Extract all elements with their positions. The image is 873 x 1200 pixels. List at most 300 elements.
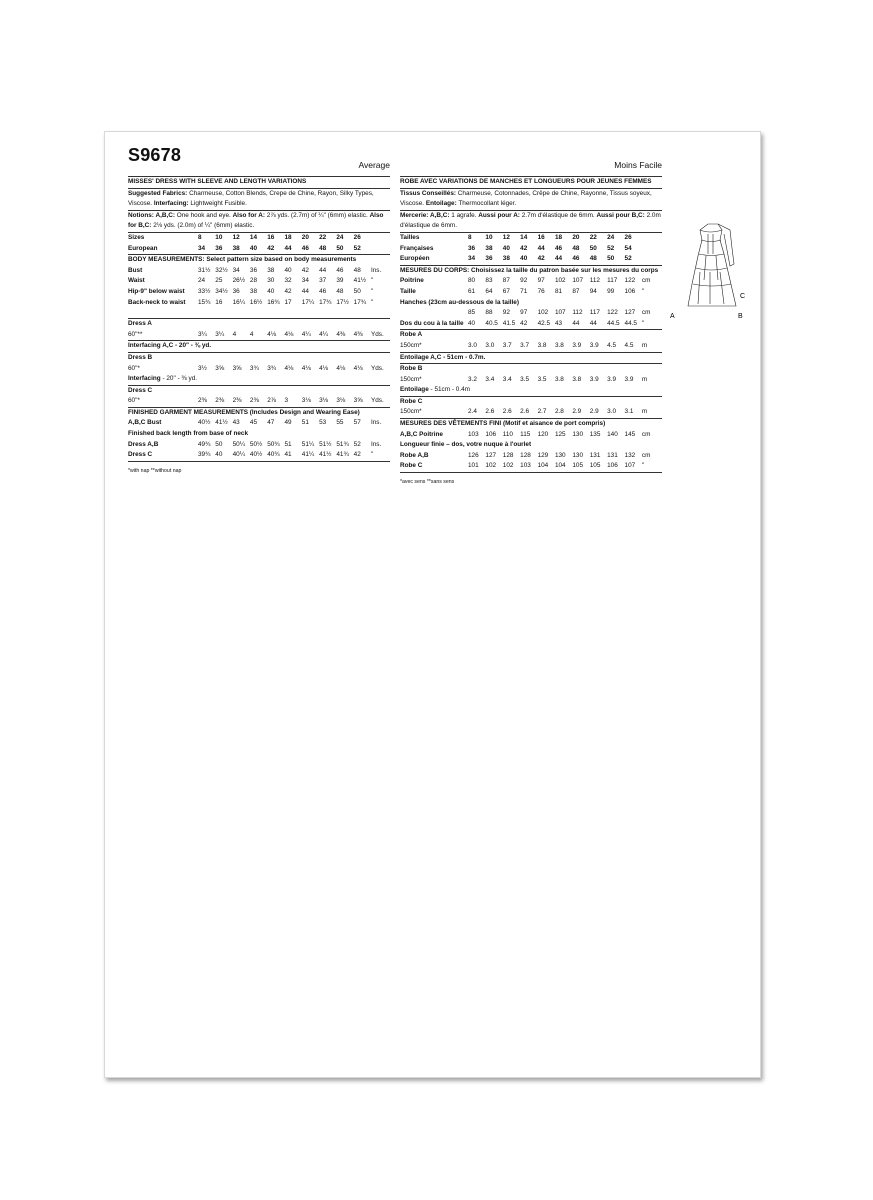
- cell-value: 3⅛: [301, 397, 311, 405]
- cell-value: 83: [485, 277, 493, 285]
- cell-value: 12: [232, 233, 240, 241]
- cell-value: 49: [284, 419, 292, 427]
- dos-row: [400, 319, 662, 330]
- cell-value: 2⅜: [198, 397, 207, 405]
- fabrics-label: Suggested Fabrics:: [128, 189, 188, 197]
- cell-value: 54: [624, 244, 632, 252]
- cell-value: 44: [554, 255, 563, 263]
- robe-b-row: [400, 375, 662, 386]
- unit: Ins.: [370, 440, 382, 448]
- row-label: A,B,C Bust: [128, 419, 162, 427]
- cell-value: 42: [267, 244, 275, 252]
- cell-value: 106: [607, 462, 618, 470]
- cell-value: 3⅝: [232, 364, 242, 372]
- cell-value: 36: [232, 287, 240, 295]
- cell-value: 94: [589, 287, 597, 295]
- cell-value: 36: [249, 266, 257, 274]
- body-title-fr: MESURES DU CORPS: Choisissez la taille du patron basée sur les mesures du corps: [400, 266, 659, 274]
- cell-value: 42: [284, 287, 292, 295]
- cell-value: 8: [198, 233, 202, 241]
- cell-value: 67: [502, 287, 510, 295]
- cell-value: 15¾: [198, 298, 211, 306]
- fabrics-label-fr: Tissus Conseillés:: [400, 189, 456, 197]
- cell-value: 3.9: [572, 341, 582, 349]
- cell-value: 4: [249, 330, 254, 338]
- cell-value: 4⅛: [284, 364, 294, 372]
- cell-value: 80: [468, 277, 476, 285]
- dress-c-label: Dress C: [128, 386, 153, 394]
- cell-value: 3.8: [537, 341, 547, 349]
- cell-value: 48: [353, 266, 361, 274]
- cell-value: 126: [468, 451, 479, 459]
- row-label: 60"*: [128, 364, 140, 372]
- cell-value: 48: [319, 244, 327, 252]
- cell-value: 51¼: [301, 440, 315, 448]
- taille-row: [400, 287, 662, 298]
- cell-value: 44: [589, 319, 597, 327]
- pattern-title: MISSES' DRESS WITH SLEEVE AND LENGTH VARIATIONS: [128, 176, 390, 189]
- cell-value: 17½: [336, 298, 349, 306]
- cell-value: 76: [537, 287, 545, 295]
- cell-value: 4⅛: [267, 330, 277, 338]
- cell-value: 17: [284, 298, 292, 306]
- cell-value: 52: [353, 440, 361, 448]
- cell-value: 2.6: [502, 408, 512, 416]
- cell-value: 10: [215, 233, 223, 241]
- row-label: 150cm*: [400, 408, 422, 416]
- cell-value: 34: [232, 266, 240, 274]
- robe-c-label: Robe C: [400, 397, 423, 405]
- cell-value: 3¾: [249, 364, 259, 372]
- cell-value: 106: [485, 430, 497, 438]
- cell-value: 41.5: [502, 319, 516, 327]
- waist-row: [128, 276, 390, 287]
- cell-value: 102: [485, 462, 497, 470]
- row-label: Hip-9" below waist: [128, 287, 185, 295]
- cell-value: 3.2: [468, 375, 477, 383]
- cell-value: 4⅜: [336, 330, 346, 338]
- cell-value: 3¼: [215, 330, 225, 338]
- cell-value: 4⅛: [353, 364, 363, 372]
- dress-c-yardage: [128, 386, 390, 408]
- cell-value: 3.5: [520, 375, 530, 383]
- cell-value: 39: [336, 277, 344, 285]
- cell-value: 16½: [249, 298, 263, 306]
- cell-value: 105: [589, 462, 601, 470]
- notions-also-bc-fr: Aussi pour B,C:: [596, 211, 645, 219]
- french-column: [400, 156, 662, 488]
- cell-value: 2⅜: [232, 397, 242, 405]
- cell-value: 12: [502, 233, 510, 241]
- cell-value: 3.9: [607, 375, 617, 383]
- cell-value: 44.5: [607, 319, 620, 327]
- row-label: Waist: [128, 277, 145, 285]
- cell-value: 51½: [319, 440, 332, 448]
- unit: Ins.: [370, 266, 382, 274]
- cell-value: 18: [554, 233, 563, 241]
- cell-value: 50: [607, 255, 615, 263]
- cell-value: 50: [215, 440, 223, 448]
- cell-value: 127: [485, 451, 497, 459]
- entoilage-b: [400, 385, 662, 396]
- cell-value: 102: [502, 462, 514, 470]
- cell-value: 3.0: [468, 341, 477, 349]
- cell-value: 36: [215, 244, 223, 252]
- cell-value: 33½: [198, 287, 211, 295]
- fabrics-text-fr: Charmeuse, Cotonnades, Crêpe de Chine, Rayonne, Tissus soyeux, Viscose.: [400, 189, 652, 208]
- cell-value: 104: [537, 462, 549, 470]
- cell-value: 3.5: [537, 375, 547, 383]
- cell-value: 120: [537, 430, 549, 438]
- row-label: Poitrine: [400, 277, 424, 285]
- unit: ": [641, 319, 645, 327]
- dress-a-row: [128, 330, 390, 341]
- dress-b-row: [128, 364, 390, 375]
- cell-value: 2.6: [485, 408, 495, 416]
- cell-value: 30: [267, 277, 275, 285]
- cell-value: 2.7: [537, 408, 547, 416]
- cell-value: 50: [336, 244, 344, 252]
- cell-value: 4⅛: [301, 364, 311, 372]
- cell-value: 26: [624, 233, 632, 241]
- cell-value: 17¾: [319, 298, 332, 306]
- cell-value: 85: [468, 309, 476, 317]
- unit: ": [370, 451, 374, 459]
- cell-value: 99: [607, 287, 615, 295]
- cell-value: 52: [353, 244, 361, 252]
- row-label: Dos du cou à la taille: [400, 319, 464, 327]
- cell-value: 39¾: [198, 451, 211, 459]
- cell-value: 36: [485, 255, 493, 263]
- cell-value: 37: [319, 277, 327, 285]
- hip-row: [128, 287, 390, 298]
- interfacing-ac-text: Interfacing A,C - 20" - ⅜ yd.: [128, 342, 212, 350]
- european-row: [128, 244, 390, 255]
- row-label: Sizes: [128, 233, 145, 241]
- interfacing-b-label: Interfacing: [128, 375, 161, 383]
- cell-value: 4⅛: [336, 364, 346, 372]
- cell-value: 140: [607, 430, 618, 438]
- finished-measurements-fr: [400, 419, 662, 473]
- cell-value: 14: [520, 233, 528, 241]
- pattern-title-fr: ROBE AVEC VARIATIONS DE MANCHES ET LONGUEURS POUR JEUNES FEMMES: [400, 176, 662, 189]
- dress-a-yardage: [128, 319, 390, 341]
- cell-value: 43: [232, 419, 240, 427]
- cell-value: 8: [468, 233, 472, 241]
- cell-value: 132: [624, 451, 636, 459]
- robe-a-yardage: [400, 330, 662, 352]
- cell-value: 24: [607, 233, 615, 241]
- cell-value: 3: [284, 397, 289, 405]
- cell-value: 42.5: [537, 319, 551, 327]
- row-label: 60"**: [128, 330, 143, 338]
- difficulty-level: Average: [358, 160, 390, 170]
- finished-bust-row: [128, 418, 390, 429]
- cell-value: 46: [301, 244, 309, 252]
- cell-value: 45: [249, 419, 257, 427]
- cell-value: 14: [249, 233, 257, 241]
- cell-value: 128: [520, 451, 531, 459]
- cell-value: 3½: [198, 364, 207, 372]
- fabrics-section-fr: [400, 189, 662, 211]
- cell-value: 4⅛: [319, 364, 328, 372]
- cell-value: 22: [589, 233, 597, 241]
- notions-text-bc: 2⅛ yds. (2.0m) of ¼" (6mm) elastic.: [153, 222, 255, 230]
- difficulty-level-fr: Moins Facile: [614, 160, 662, 170]
- cell-value: 16¼: [232, 298, 246, 306]
- pattern-code: S9678: [128, 145, 182, 165]
- cell-value: 40½: [198, 419, 211, 427]
- cell-value: 52: [624, 255, 632, 263]
- cell-value: 38: [485, 244, 493, 252]
- notions-also-bc: Also for B,C:: [128, 211, 384, 230]
- cell-value: 49¾: [198, 440, 211, 448]
- interfacing-text-fr: Thermocollant léger.: [458, 200, 517, 208]
- unit: Yds.: [370, 330, 384, 338]
- english-column: [128, 145, 390, 476]
- notions-text: One hook and eye.: [176, 211, 231, 219]
- cell-value: 40: [502, 244, 510, 252]
- cell-value: 41½: [353, 277, 367, 285]
- finished-poitrine-row: [400, 430, 662, 441]
- cell-value: 50: [353, 287, 361, 295]
- entoilage-b-label: Entoilage: [400, 386, 429, 394]
- cell-value: 38: [249, 287, 257, 295]
- sizes-table: [128, 233, 390, 255]
- row-label: 150cm*: [400, 375, 422, 383]
- unit: ": [370, 298, 374, 306]
- label-a: A: [670, 313, 675, 320]
- cell-value: 88: [485, 309, 493, 317]
- cell-value: 4¼: [301, 330, 311, 338]
- cell-value: 34: [301, 277, 309, 285]
- cell-value: 3.7: [520, 341, 530, 349]
- cell-value: 3.0: [485, 341, 495, 349]
- cell-value: 131: [589, 451, 601, 459]
- cell-value: 2⅜: [249, 397, 259, 405]
- fabrics-text: Charmeuse, Cotton Blends, Crepe de Chine, Rayon, Silky Types, Viscose.: [128, 189, 374, 208]
- cell-value: 40¾: [267, 451, 280, 459]
- unit: Ins.: [370, 419, 382, 427]
- unit: cm: [641, 277, 651, 285]
- cell-value: 26: [353, 233, 361, 241]
- cell-value: 51: [301, 419, 309, 427]
- cell-value: 40: [520, 255, 528, 263]
- cell-value: 50½: [249, 440, 263, 448]
- cell-value: 3.8: [572, 375, 582, 383]
- cell-value: 2.9: [572, 408, 582, 416]
- dress-b-yardage: [128, 353, 390, 386]
- cell-value: 42: [537, 255, 545, 263]
- cell-value: 46: [572, 255, 580, 263]
- cell-value: 103: [520, 462, 531, 470]
- cell-value: 122: [624, 277, 636, 285]
- cell-value: 46: [336, 266, 344, 274]
- entoilage-ac: [400, 353, 662, 365]
- cell-value: 3.8: [554, 341, 564, 349]
- cell-value: 50: [589, 244, 597, 252]
- unit: cm: [641, 430, 651, 438]
- cell-value: 48: [572, 244, 580, 252]
- cell-value: 110: [502, 430, 513, 438]
- notions-text-fr: 1 agrafe.: [451, 211, 477, 219]
- cell-value: 48: [336, 287, 344, 295]
- cell-value: 22: [319, 233, 327, 241]
- cell-value: 92: [502, 309, 510, 317]
- cell-value: 2.8: [554, 408, 564, 416]
- cell-value: 2⅜: [215, 397, 225, 405]
- cell-value: 4⅜: [353, 330, 363, 338]
- cell-value: 46: [319, 287, 327, 295]
- cell-value: 51: [284, 440, 292, 448]
- notions-text-bc-fr: 2.0m d'élastique de 6mm.: [400, 211, 661, 230]
- row-label: A,B,C Poitrine: [400, 430, 443, 438]
- dress-a-label: Dress A: [128, 320, 152, 328]
- robe-b-label: Robe B: [400, 365, 423, 373]
- cell-value: 57: [353, 419, 361, 427]
- poitrine-row: [400, 276, 662, 287]
- cell-value: 97: [520, 309, 528, 317]
- cell-value: 16: [215, 298, 223, 306]
- cell-value: 3¼: [198, 330, 207, 338]
- cell-value: 44: [572, 319, 580, 327]
- hanches-row: [400, 308, 662, 319]
- dress-sketch: [670, 220, 752, 320]
- cell-value: 71: [520, 287, 528, 295]
- cell-value: 16¾: [267, 298, 280, 306]
- cell-value: 97: [537, 277, 545, 285]
- cell-value: 34: [198, 244, 206, 252]
- notions-label-fr: Mercerie: A,B,C:: [400, 211, 450, 219]
- row-label: European: [128, 244, 158, 252]
- cell-value: 41½: [215, 419, 228, 427]
- cell-value: 4.5: [607, 341, 617, 349]
- cell-value: 17¾: [353, 298, 367, 306]
- cell-value: 102: [537, 309, 549, 317]
- unit: cm: [641, 309, 651, 317]
- cell-value: 4⅛: [284, 330, 294, 338]
- bust-row: [128, 266, 390, 277]
- cell-value: 44.5: [624, 319, 637, 327]
- notions-text-a-fr: 2.7m d'élastique de 6mm.: [521, 211, 595, 219]
- cell-value: 3.4: [485, 375, 495, 383]
- cell-value: 24: [336, 233, 344, 241]
- row-label: Bust: [128, 266, 143, 274]
- cell-value: 122: [607, 309, 618, 317]
- cell-value: 3⅝: [215, 364, 225, 372]
- cell-value: 3⅛: [336, 397, 346, 405]
- cell-value: 101: [468, 462, 479, 470]
- cell-value: 16: [537, 233, 545, 241]
- cell-value: 3.9: [624, 375, 634, 383]
- row-label: 60"*: [128, 397, 140, 405]
- cell-value: 4¼: [319, 330, 328, 338]
- row-label: Taille: [400, 287, 416, 295]
- cell-value: 145: [624, 430, 636, 438]
- finished-title: FINISHED GARMENT MEASUREMENTS (Includes Design and Wearing Ease): [128, 408, 360, 416]
- cell-value: 47: [267, 419, 275, 427]
- cell-value: 3.0: [607, 408, 617, 416]
- sizes-row: [128, 233, 390, 244]
- cell-value: 2⅞: [267, 397, 277, 405]
- cell-value: 38: [267, 266, 275, 274]
- interfacing-ac: [128, 341, 390, 353]
- row-label: [400, 308, 468, 319]
- interfacing-text: Lightweight Fusible.: [190, 200, 247, 208]
- label-b: B: [738, 313, 743, 320]
- cell-value: 3.9: [589, 375, 599, 383]
- cell-value: 102: [554, 277, 566, 285]
- cell-value: 42: [520, 319, 528, 327]
- unit: m: [641, 341, 648, 349]
- cell-value: 42: [520, 244, 528, 252]
- cell-value: 4: [232, 330, 237, 338]
- cell-value: 87: [572, 287, 580, 295]
- cell-value: 17¼: [301, 298, 315, 306]
- cell-value: 40: [468, 319, 476, 327]
- cell-value: 34: [468, 255, 476, 263]
- cell-value: 38: [232, 244, 240, 252]
- entoilage-ac-text: Entoilage A,C - 51cm - 0.7m.: [400, 353, 486, 361]
- cell-value: 40¼: [232, 451, 246, 459]
- cell-value: 46: [554, 244, 563, 252]
- cell-value: 3⅛: [319, 397, 328, 405]
- finished-length-label: Longueur finie – dos, votre nuque à l'ourlet: [400, 441, 532, 449]
- cell-value: 112: [589, 277, 600, 285]
- cell-value: 40: [215, 451, 223, 459]
- cell-value: 117: [589, 309, 600, 317]
- cell-value: 41: [284, 451, 292, 459]
- footnote: *with nap **without nap: [128, 467, 182, 474]
- row-label: 150cm*: [400, 341, 422, 349]
- robe-c-yardage: [400, 397, 662, 419]
- fabrics-section: [128, 189, 390, 211]
- cell-value: 3.1: [624, 408, 634, 416]
- notions-section-fr: [400, 211, 662, 233]
- notions-text-a: 2⅞ yds. (2.7m) of ¼" (6mm) elastic.: [266, 211, 368, 219]
- cell-value: 36: [468, 244, 476, 252]
- robe-ab-length-row: [400, 451, 662, 462]
- hanches-label: Hanches (23cm au-dessous de la taille): [400, 298, 519, 306]
- unit: Yds.: [370, 397, 384, 405]
- cell-value: 105: [572, 462, 584, 470]
- body-measurements: [128, 255, 390, 319]
- tailles-row: [400, 233, 662, 244]
- robe-a-label: Robe A: [400, 331, 423, 339]
- unit: ": [641, 462, 645, 470]
- row-label: Robe A,B: [400, 451, 429, 459]
- unit: m: [641, 408, 648, 416]
- unit: ": [370, 287, 374, 295]
- interfacing-label: Interfacing:: [153, 200, 189, 208]
- finished-title-fr: MESURES DES VÊTEMENTS FINI (Motif et aisance de port compris): [400, 420, 606, 428]
- cell-value: 2.4: [468, 408, 477, 416]
- cell-value: 112: [572, 309, 583, 317]
- cell-value: 31½: [198, 266, 211, 274]
- cell-value: 40: [249, 244, 257, 252]
- cell-value: 3.8: [554, 375, 564, 383]
- cell-value: 3¾: [267, 364, 277, 372]
- back-neck-row: [128, 298, 390, 309]
- cell-value: 129: [537, 451, 549, 459]
- cell-value: 3.7: [502, 341, 512, 349]
- header-fr: [400, 156, 662, 176]
- cell-value: 104: [554, 462, 566, 470]
- cell-value: 40½: [249, 451, 263, 459]
- cell-value: 107: [554, 309, 566, 317]
- notions-label: Notions: A,B,C:: [128, 211, 175, 219]
- cell-value: 51¾: [336, 440, 349, 448]
